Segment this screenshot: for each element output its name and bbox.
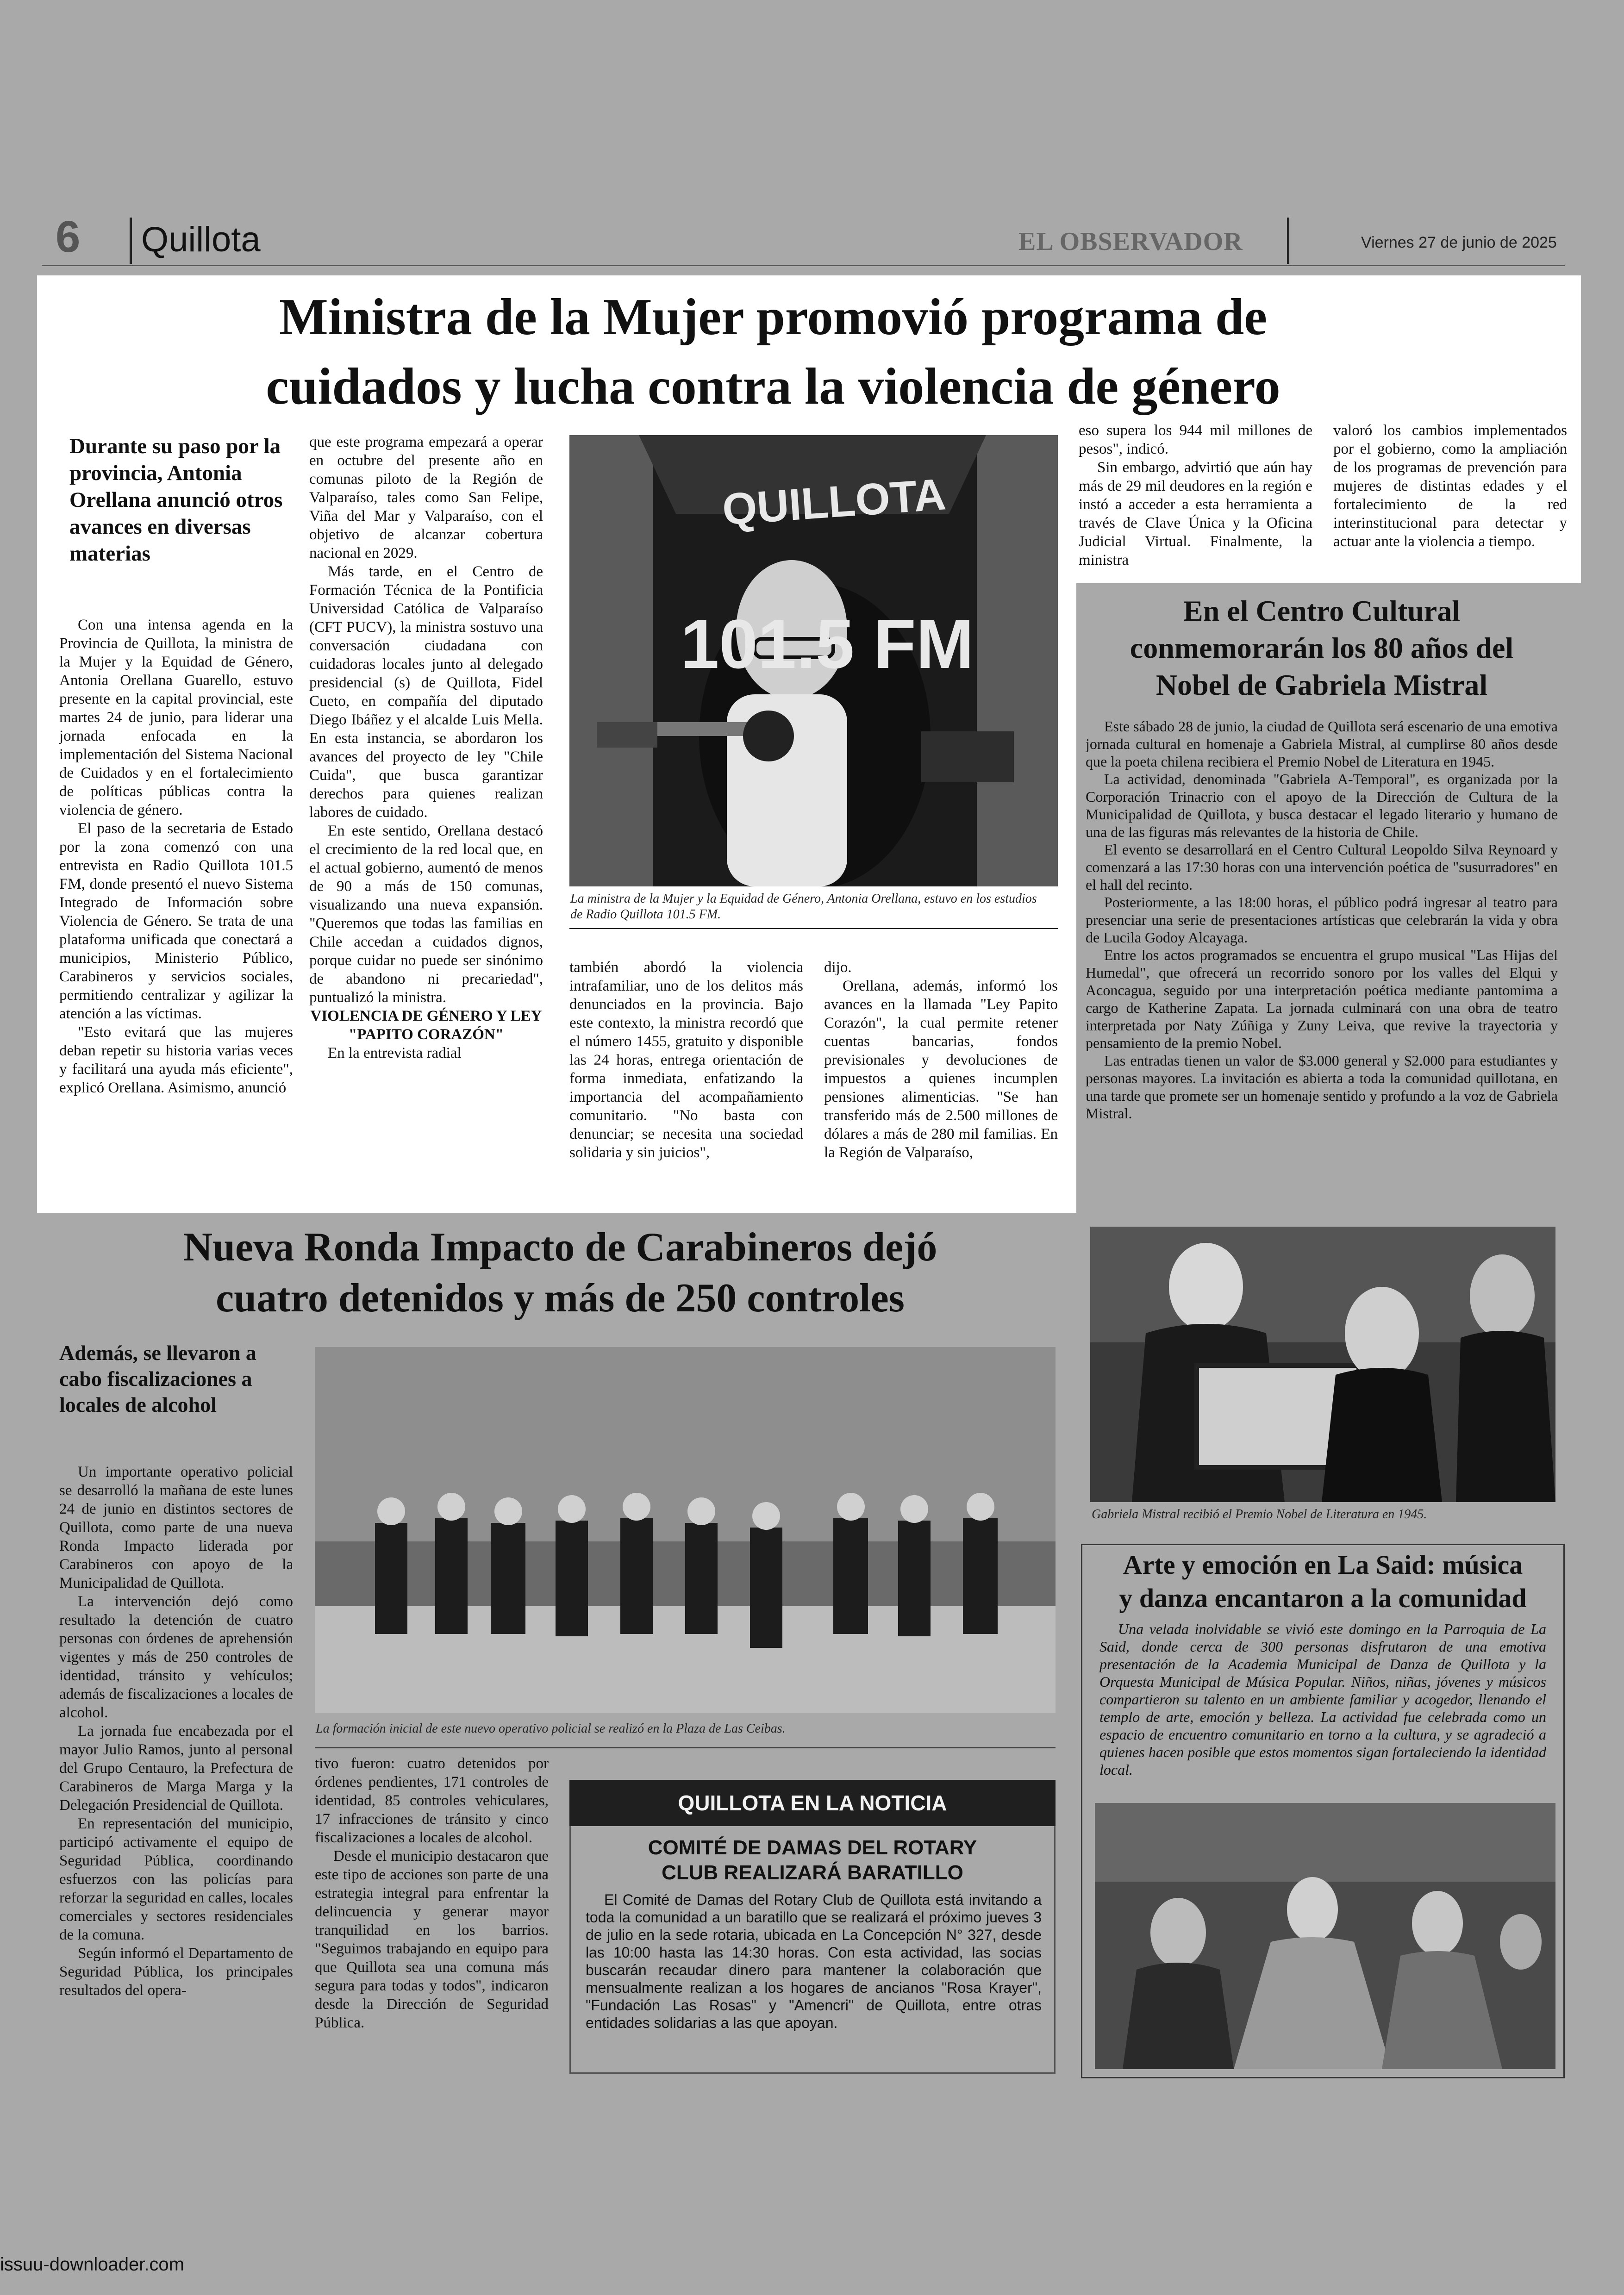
said-article-body: [1099, 1620, 1546, 1805]
carabineros-caption-rule: [315, 1747, 1056, 1748]
header-rule: [42, 265, 1565, 266]
paragraph: tivo fueron: cuatro detenidos por órdenes pendientes, 171 controles de identidad, 85 controles vehiculares, 17 infracciones de tránsito y cinco fiscalizaciones a locales de alcohol.: [315, 1755, 549, 1846]
paragraph: La jornada fue encabezada por el mayor Julio Ramos, junto al personal del Grupo Centauro, la Prefectura de Carabineros de Marga Marga y la Delegación Presidencial de Quillota.: [59, 1723, 293, 1814]
radio-sign-name: QUILLOTA: [720, 469, 948, 535]
said-title-line2: y danza encantaron a la comunidad: [1119, 1583, 1527, 1613]
mistral-article-title: [1079, 592, 1565, 704]
mistral-photo-caption: Gabriela Mistral recibió el Premio Nobel de Literatura en 1945.: [1092, 1507, 1427, 1522]
paragraph: Posteriormente, a las 18:00 horas, el público podrá ingresar al teatro para presenciar una serie de presentaciones artísticas que celebrarán la vida y obra de Lucila Godoy Alcayaga.: [1086, 894, 1558, 946]
paragraph: Desde el municipio destacaron que este tipo de acciones son parte de una estrategia integral para enfrentar la delincuencia y generar mayor tranquilidad en los barrios. "Seguimos trabajando en equipo para que Quillota sea una comuna más segura para todas y todos", indicaron desde la Dirección de Seguridad Pública.: [315, 1848, 549, 2031]
section-name: Quillota: [141, 220, 261, 259]
carabineros-photo-caption: La formación inicial de este nuevo operativo policial se realizó en la Plaza de Las Ceibas.: [316, 1721, 786, 1736]
mistral-title-line3: Nobel de Gabriela Mistral: [1156, 668, 1488, 701]
paragraph: también abordó la violencia intrafamiliar, uno de los delitos más denunciados en la provincia. Bajo este contexto, la ministra recordó que el número 1455, gratuito y disponible las 24 horas, entrega orientación de forma inmediata, enfatizando la importancia del acompañamiento comunitario. "No basta con denunciar; se necesita una sociedad solidaria y sin juicios",: [569, 959, 803, 1161]
noticia-box-title: [579, 1835, 1046, 1885]
said-title-line1: Arte y emoción en La Said: música: [1123, 1550, 1523, 1580]
noticia-title-line1: COMITÉ DE DAMAS DEL ROTARY: [648, 1836, 977, 1859]
paragraph: dijo.: [824, 959, 852, 976]
paragraph: Entre los actos programados se encuentra el grupo musical "Las Hijas del Humedal", que ofrecerá un recorrido sonoro por los valles del Elqui y Aconcagua, seguido por una interpretación poética mediante pantomima a cargo de Katherine Zapata. La jornada culminará con una obra de teatro interpretada por Naty Zúñiga y Zuny Leiva, que revive la trayectoria y pensamiento de la premio Nobel.: [1086, 947, 1558, 1051]
paragraph: Una velada inolvidable se vivió este domingo en la Parroquia de La Said, donde cerca de 300 personas disfrutaron de una emotiva presentación de la Academia Municipal de Danza de Quillota y la Orquesta Municipal de Música Popular. Niños, niñas, jóvenes y músicos compartieron su talento en un ambiente familiar y acogedor, llenando el templo de arte, emoción y belleza. La actividad fue celebrada como un espacio de encuentro comunitario en torno a la cultura, y se agradeció a quienes hacen posible que estos momentos sigan fortaleciendo la identidad local.: [1099, 1621, 1546, 1778]
main-article-title-line1: Ministra de la Mujer promovió programa de: [279, 288, 1267, 346]
paragraph: En representación del municipio, participó activamente el equipo de Seguridad Pública, coordinando esfuerzos con las policías para reforzar la seguridad en calles, locales comerciales y sectores residenciales de la comuna.: [59, 1815, 293, 1943]
dance-photo: [1095, 1803, 1555, 2069]
paragraph: En la entrevista radial: [328, 1045, 462, 1061]
paragraph: eso supera los 944 mil millones de pesos", indicó.: [1079, 422, 1312, 457]
main-article-col2: [309, 433, 543, 1204]
mistral-nobel-illustration: [1090, 1227, 1555, 1502]
paragraph: "Esto evitará que las mujeres deban repetir su historia varias veces y facilitará una ayuda más eficiente", explicó Orellana. Asimismo, anunció: [59, 1024, 293, 1096]
noticia-box-body: El Comité de Damas del Rotary Club de Quillota está invitando a toda la comunidad a un baratillo que se realizará el próximo jueves 3 de julio en la sede rotaria, ubicada en La Concepción N° 327, desde las 10:00 hasta las 14:30 horas. Con esta actividad, las socias buscarán recaudar dinero para mantener la colaboración que mensualmente realizan a los hogares de ancianos "Rosa Krayer", "Fundación Las Rosas" y "Amencri" de Quillota, entre otras entidades solidarias a las que apoyan.: [586, 1891, 1042, 2031]
mistral-title-line2: conmemorarán los 80 años del: [1130, 631, 1514, 664]
carabineros-col1: [59, 1463, 293, 2074]
said-article-title: [1086, 1548, 1560, 1615]
paragraph: Este sábado 28 de junio, la ciudad de Quillota será escenario de una emotiva jornada cultural en homenaje a Gabriela Mistral, al cumplirse 80 años desde que la poeta chilena recibiera el Premio Nobel de Literatura en 1945.: [1086, 718, 1558, 770]
noticia-box-header: QUILLOTA EN LA NOTICIA: [569, 1780, 1056, 1826]
carabineros-col2: [315, 1754, 549, 2078]
main-article-col1: [59, 616, 293, 1204]
subheading: VIOLENCIA DE GÉNERO Y LEY "PAPITO CORAZÓN": [310, 1008, 542, 1043]
main-article-lede: Durante su paso por la provincia, Antonia Orellana anunció otros avances en diversas materias: [69, 434, 283, 566]
paragraph: La intervención dejó como resultado la detención de cuatro personas con órdenes de aprehensión vigentes y más de 250 controles de identidad, tránsito y vehículos; además de fiscalizaciones a locales de alcohol.: [59, 1593, 293, 1721]
paragraph: Según informó el Departamento de Seguridad Pública, los principales resultados del opera-: [59, 1945, 293, 1999]
mistral-title-line1: En el Centro Cultural: [1183, 594, 1460, 627]
paragraph: En este sentido, Orellana destacó el crecimiento de la red local que, en el actual gobierno, aumentó de menos de 90 a más de 150 comunas, visualizando una nueva expansión. "Queremos que todas las familias en Chile accedan a cuidados dignos, porque cuidar no puede ser sinónimo de abandono ni precariedad", puntualizó la ministra.: [309, 823, 543, 1006]
carabineros-article-lede: Además, se llevaron a cabo fiscalizaciones a locales de alcohol: [59, 1341, 256, 1416]
main-article-col6: [1333, 421, 1567, 581]
carabineros-formation-illustration: [315, 1347, 1056, 1713]
mistral-article-body: [1086, 717, 1558, 1217]
mistral-nobel-photo: [1090, 1227, 1555, 1502]
minister-radio-photo: [569, 435, 1058, 886]
masthead: EL OBSERVADOR: [1018, 227, 1243, 256]
paragraph: El evento se desarrollará en el Centro Cultural Leopoldo Silva Reynoard y comenzará a las 17:30 horas con una intervención poética de "susurradores" en el hall del recinto.: [1086, 841, 1558, 893]
paragraph: Con una intensa agenda en la Provincia de Quillota, la ministra de la Mujer y la Equidad de Género, Antonia Orellana Guarello, estuvo presente en la capital provincial, este martes 24 de junio, para liderar una jornada enfocada en la implementación del Sistema Nacional de Cuidados y en el fortalecimiento de políticas públicas contra la violencia de género.: [59, 617, 293, 818]
header-divider: [130, 218, 132, 264]
main-article-col4: [824, 958, 1058, 1204]
masthead-divider: [1287, 218, 1289, 264]
paragraph: Las entradas tienen un valor de $3.000 general y $2.000 para estudiantes y personas mayores. La invitación es abierta a toda la comunidad quillotana, en una tarde que promete ser un homenaje sentido y profundo a la voz de Gabriela Mistral.: [1086, 1052, 1558, 1122]
paragraph: Más tarde, en el Centro de Formación Técnica de la Pontificia Universidad Católica de Valparaíso (CFT PUCV), la ministra sostuvo una conversación ciudadana con cuidadoras locales junto al delegado presidencial (s) de Quillota, Fidel Cueto, en compañía del diputado Diego Ibáñez y el alcalde Luis Mella. En esta instancia, se abordaron los avances del proyecto de ley "Chile Cuida", que busca garantizar derechos para quienes realizan labores de cuidado.: [309, 563, 543, 821]
dance-illustration: [1095, 1803, 1555, 2069]
page-number: 6: [56, 212, 81, 262]
paragraph: La actividad, denominada "Gabriela A-Temporal", es organizada por la Corporación Trinacrio con el apoyo de la Dirección de Cultura de la Municipalidad de Quillota, y busca destacar el legado literario y humano de una de las figuras más relevantes de la historia de Chile.: [1086, 771, 1558, 840]
noticia-title-line2: CLUB REALIZARÁ BARATILLO: [662, 1861, 963, 1884]
main-article-col3: [569, 958, 803, 1204]
carabineros-title-line2: cuatro detenidos y más de 250 controles: [216, 1276, 905, 1321]
main-article-col5: [1079, 421, 1312, 581]
main-article-title: [46, 282, 1500, 421]
caption-rule: [569, 928, 1058, 929]
radio-sign-frequency: 101.5 FM: [681, 605, 974, 683]
issue-date: Viernes 27 de junio de 2025: [1361, 234, 1557, 251]
main-article-title-line2: cuidados y lucha contra la violencia de género: [266, 358, 1280, 415]
carabineros-article-title: [46, 1222, 1074, 1324]
minister-photo-caption: La ministra de la Mujer y la Equidad de Género, Antonia Orellana, estuvo en los estudios de Radio Quillota 101.5 FM.: [570, 892, 1037, 922]
paragraph: Un importante operativo policial se desarrolló la mañana de este lunes 24 de junio en distintos sectores de Quillota, como parte de una nueva Ronda Impacto liderada por Carabineros con apoyo de la Municipalidad de Quillota.: [59, 1464, 293, 1591]
paragraph: Orellana, además, informó los avances en la llamada "Ley Papito Corazón", la cual permite retener cuentas bancarias, fondos previsionales y devoluciones de impuestos a quienes incumplen pensiones alimenticias. "Se han transferido más de 2.500 millones de dólares a más de 280 mil familias. En la Región de Valparaíso,: [824, 978, 1058, 1161]
paragraph: que este programa empezará a operar en octubre del presente año en comunas piloto de la Región de Valparaíso, tales como San Felipe, Viña del Mar y Valparaíso, con el objetivo de alcanzar cobertura nacional en 2029.: [309, 434, 543, 561]
carabineros-title-line1: Nueva Ronda Impacto de Carabineros dejó: [183, 1225, 937, 1270]
paragraph: El paso de la secretaria de Estado por la zona comenzó con una entrevista en Radio Quillota 101.5 FM, donde presentó el nuevo Sistema Integrado de Información sobre Violencia de Género. Se trata de una plataforma unificada que conectará a municipios, Ministerio Público, Carabineros y servicios sociales, permitiendo centralizar y agilizar la atención a las víctimas.: [59, 820, 293, 1022]
paragraph: valoró los cambios implementados por el gobierno, como la ampliación de los programas de prevención para mujeres de distintas edades y el fortalecimiento de la red interinstitucional para detectar y actuar ante la violencia a tiempo.: [1333, 422, 1567, 550]
carabineros-photo: [315, 1347, 1056, 1713]
paragraph: Sin embargo, advirtió que aún hay más de 29 mil deudores en la región e instó a acceder a esta herramienta a través de Clave Única y la Oficina Judicial Virtual. Finalmente, la ministra: [1079, 459, 1312, 568]
watermark: issuu-downloader.com: [0, 2254, 184, 2275]
